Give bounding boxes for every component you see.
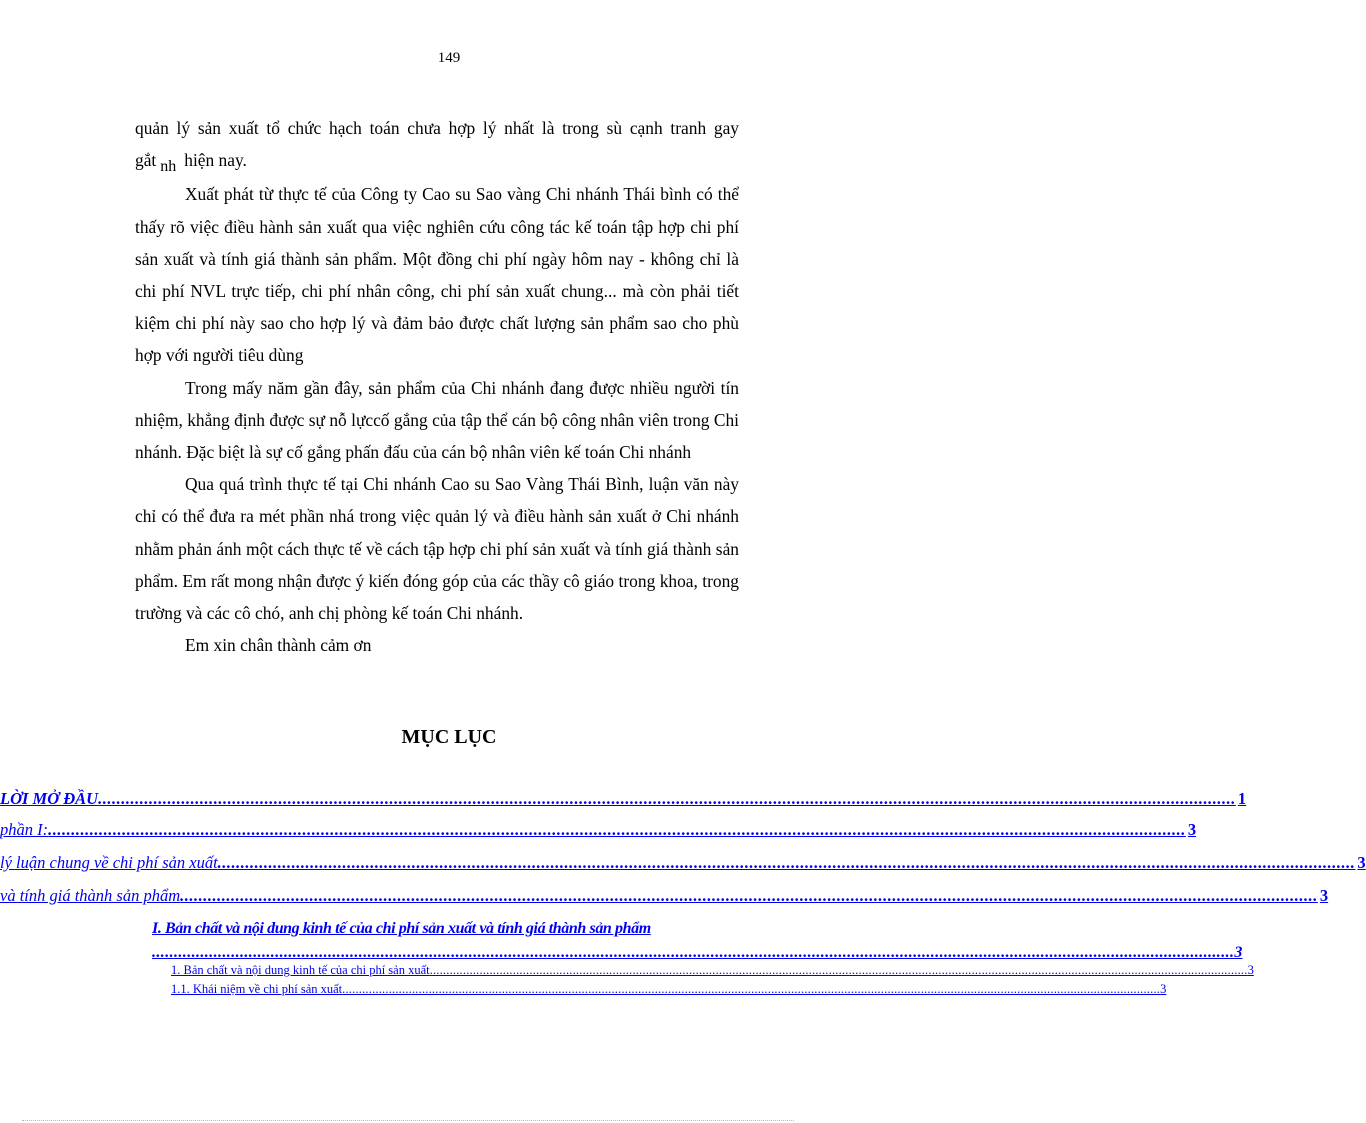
paragraph-practice: Xuất phát từ thực tế của Công ty Cao su Sao vàng Chi nhánh Thái bình có thể thấy rõ việc điều hành sản xuất qua việc nghiên cứu công tác kế toán tập hợp chi phí sản xuất và tính giá thành sản phẩm. Một đồng chi phí ngày hôm nay - không chỉ là chi phí NVL trực tiếp, chi phí nhân công, chi phí sản xuất chung... mà còn phải tiết kiệm chi phí này sao cho hợp lý và đảm bảo được chất lượng sản phẩm sao cho phù hợp với người tiêu dùng [135, 184, 739, 366]
toc-entry-section-1[interactable]: I. Bản chất và nội dung kinh tế của chi phí sản xuất và tính giá thành sản phẩm ...................................................................................................................................................................................................................................................... 3 [152, 920, 1243, 961]
page-number: 149 [437, 50, 461, 66]
paragraph-internship: Qua quá trình thực tế tại Chi nhánh Cao su Sao Vàng Thái Bình, luận văn này chỉ có thể đưa ra mét phần nhá trong việc quản lý và điều hành sản xuất ở Chi nhánh nhằm phản ánh một cách thực tế về cách tập hợp chi phí sản xuất và tính giá thành sản phẩm. Em rất mong nhận được ý kiến đóng góp của các thầy cô giáo trong khoa, trong trường và các cô chó, anh chị phòng kế toán Chi nhánh. [135, 474, 739, 624]
toc-entry-intro[interactable]: LỜI MỞ ĐẦU ...................................................................................................................................................................................................................................................... 1 [0, 789, 1247, 808]
toc-entry-sub-1[interactable]: 1. Bản chất và nội dung kinh tế của chi phí sản xuất ...................................................................................................................................................................................................................................................... 3 [171, 963, 1254, 977]
paragraph-thanks: Em xin chân thành cảm ơn [185, 635, 372, 656]
toc-entry-theory[interactable]: lý luận chung về chi phí sản xuất ...................................................................................................................................................................................................................................................... 3 [0, 853, 1366, 872]
stray-subscript: nh [160, 158, 177, 176]
toc-entry-costing[interactable]: và tính giá thành sản phẩm ...................................................................................................................................................................................................................................................... 3 [0, 886, 1329, 905]
toc-title: MỤC LỤC [401, 726, 497, 748]
paragraph-intro-continued: quản lý sản xuất tổ chức hạch toán chưa hợp lý nhất là trong sù cạnh tranh gay gắt nh hiện nay. [135, 118, 739, 176]
paragraph-recent-years: Trong mấy năm gần đây, sản phẩm của Chi nhánh đang được nhiều người tín nhiệm, khẳng định được sự nỗ lựccố gắng của tập thể cán bộ công nhân viên trong Chi nhánh. Đặc biệt là sự cố gắng phấn đấu của cán bộ nhân viên kế toán Chi nhánh [135, 377, 739, 463]
toc-entry-sub-1-1[interactable]: 1.1. Khái niệm về chi phí sản xuất ...................................................................................................................................................................................................................................................... 3 [171, 982, 1167, 996]
page-bottom-rule [22, 1120, 794, 1121]
toc-entry-part-1[interactable]: phần I: ...................................................................................................................................................................................................................................................... 3 [0, 820, 1197, 839]
body-text [135, 112, 739, 661]
